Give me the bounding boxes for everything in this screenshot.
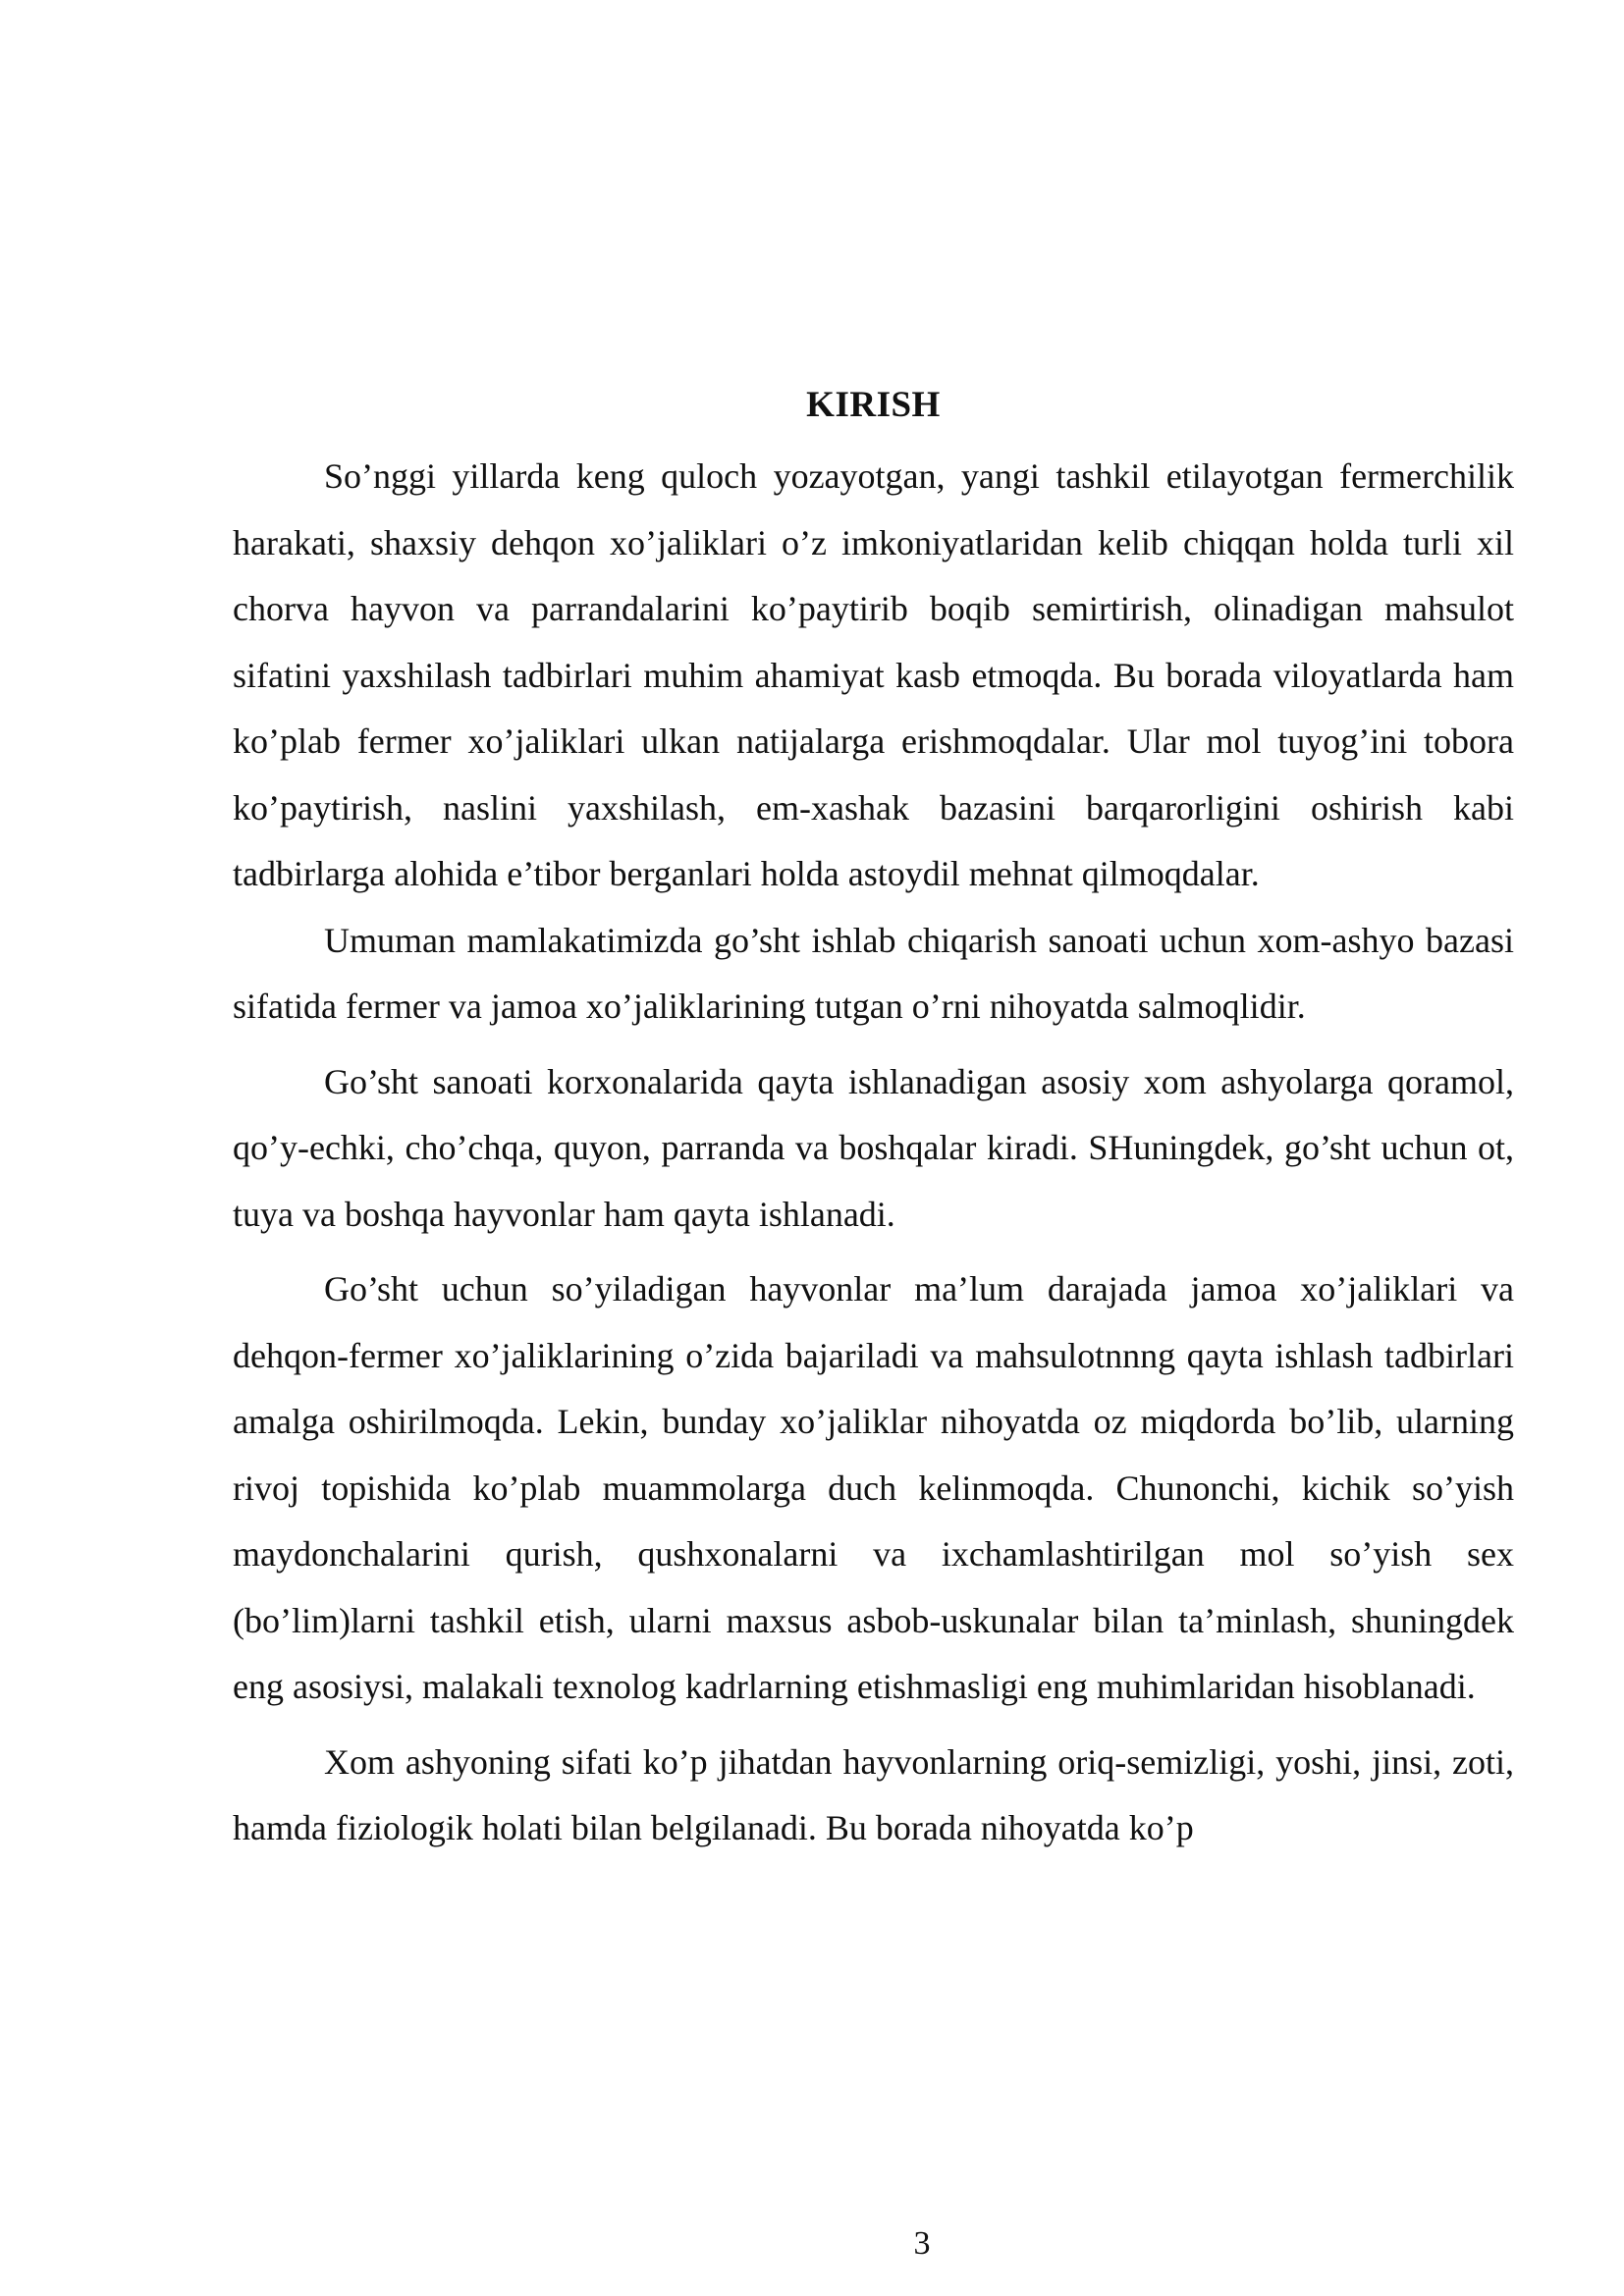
paragraph-1: So’nggi yillarda keng quloch yozayotgan, yangi tashkil etilayotgan fermerchilik harakati, shaxsiy dehqon xo’jaliklari o’z imkoniyatlaridan kelib chiqqan holda turli xil chorva hayvon va parrandalarini ko’paytirib boqib semirtirish, olinadigan mahsulot sifatini yaxshilash tadbirlari muhim ahamiyat kasb etmoqda. Bu borada viloyatlarda ham ko’plab fermer xo’jaliklari ulkan natijalarga erishmoqdalar. Ular mol tuyog’ini tobora ko’paytirish, naslini yaxshilash, em-xashak bazasini barqarorligini oshirish kabi tadbirlarga alohida e’tibor berganlari holda astoydil mehnat qilmoqdalar. [233,456,1514,893]
paragraph-2: Umuman mamlakatimizda go’sht ishlab chiqarish sanoati uchun xom-ashyo bazasi sifatida fermer va jamoa xo’jaliklarining tutgan o’rni nihoyatda salmoqlidir. [233,920,1514,1026]
page-title: KIRISH [806,385,941,425]
body-text [233,444,1514,1862]
page-number: 3 [913,2225,931,2262]
paragraph-3: Go’sht sanoati korxonalarida qayta ishlanadigan asosiy xom ashyolarga qoramol, qo’y-echki, cho’chqa, quyon, parranda va boshqalar kiradi. SHuningdek, go’sht uchun ot, tuya va boshqa hayvonlar ham qayta ishlanadi. [233,1061,1514,1234]
paragraph-5: Xom ashyoning sifati ko’p jihatdan hayvonlarning oriq-semizligi, yoshi, jinsi, zoti, hamda fiziologik holati bilan belgilanadi. Bu borada nihoyatda ko’p [233,1741,1514,1847]
paragraph-4: Go’sht uchun so’yiladigan hayvonlar ma’lum darajada jamoa xo’jaliklari va dehqon-fermer xo’jaliklarining o’zida bajariladi va mahsulotnnng qayta ishlash tadbirlari amalga oshirilmoqda. Lekin, bunday xo’jaliklar nihoyatda oz miqdorda bo’lib, ularning rivoj topishida ko’plab muammolarga duch kelinmoqda. Chunonchi, kichik so’yish maydonchalarini qurish, qushxonalarni va ixchamlashtirilgan mol so’yish sex (bo’lim)larni tashkil etish, ularni maxsus asbob-uskunalar bilan ta’minlash, shuningdek eng asosiysi, malakali texnolog kadrlarning etishmasligi eng muhimlaridan hisoblanadi. [233,1269,1514,1706]
